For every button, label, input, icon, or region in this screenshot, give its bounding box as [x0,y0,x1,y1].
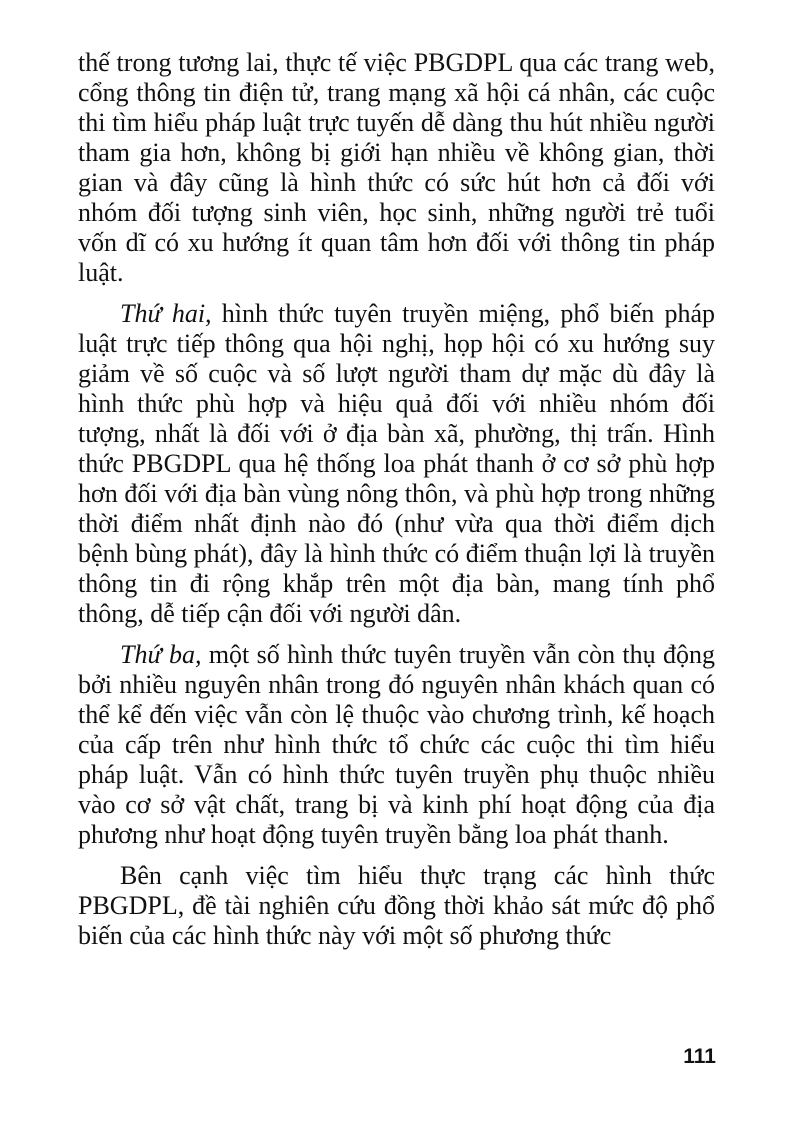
paragraph-lead: Thứ hai, [120,299,212,328]
page-number: 111 [683,1045,716,1068]
page-body [78,48,715,962]
paragraph-text: hình thức tuyên truyền miệng, phổ biến pháp luật trực tiếp thông qua hội nghị, họp hội có xu hướng suy giảm về số cuộc và số lượt người tham dự mặc dù đây là hình thức phù hợp và hiệu quả đối với nhiều nhóm đối tượng, nhất là đối với ở địa bàn xã, phường, thị trấn. Hình thức PBGDPL qua hệ thống loa phát thanh ở cơ sở phù hợp hơn đối với địa bàn vùng nông thôn, và phù hợp trong những thời điểm nhất định nào đó (như vừa qua thời điểm dịch bệnh bùng phát), đây là hình thức có điểm thuận lợi là truyền thông tin đi rộng khắp trên một địa bàn, mang tính phổ thông, dễ tiếp cận đối với người dân. [78,299,715,628]
paragraph-text: Bên cạnh việc tìm hiểu thực trạng các hình thức PBGDPL, đề tài nghiên cứu đồng thời khảo sát mức độ phổ biến của các hình thức này với một số phương thức [78,861,715,950]
paragraph-lead: Thứ ba, [120,640,202,669]
paragraph-fourth [78,861,715,951]
paragraph-continuation [78,48,715,288]
paragraph-text: thế trong tương lai, thực tế việc PBGDPL qua các trang web, cổng thông tin điện tử, trang mạng xã hội cá nhân, các cuộc thi tìm hiểu pháp luật trực tuyến dễ dàng thu hút nhiều người tham gia hơn, không bị giới hạn nhiều về không gian, thời gian và đây cũng là hình thức có sức hút hơn cả đối với nhóm đối tượng sinh viên, học sinh, những người trẻ tuổi vốn dĩ có xu hướng ít quan tâm hơn đối với thông tin pháp luật. [78,48,715,287]
paragraph-third [78,640,715,850]
paragraph-text: một số hình thức tuyên truyền vẫn còn thụ động bởi nhiều nguyên nhân trong đó nguyên nhân khách quan có thể kể đến việc vẫn còn lệ thuộc vào chương trình, kế hoạch của cấp trên như hình thức tổ chức các cuộc thi tìm hiểu pháp luật. Vẫn có hình thức tuyên truyền phụ thuộc nhiều vào cơ sở vật chất, trang bị và kinh phí hoạt động của địa phương như hoạt động tuyên truyền bằng loa phát thanh. [78,640,715,849]
paragraph-second [78,299,715,629]
